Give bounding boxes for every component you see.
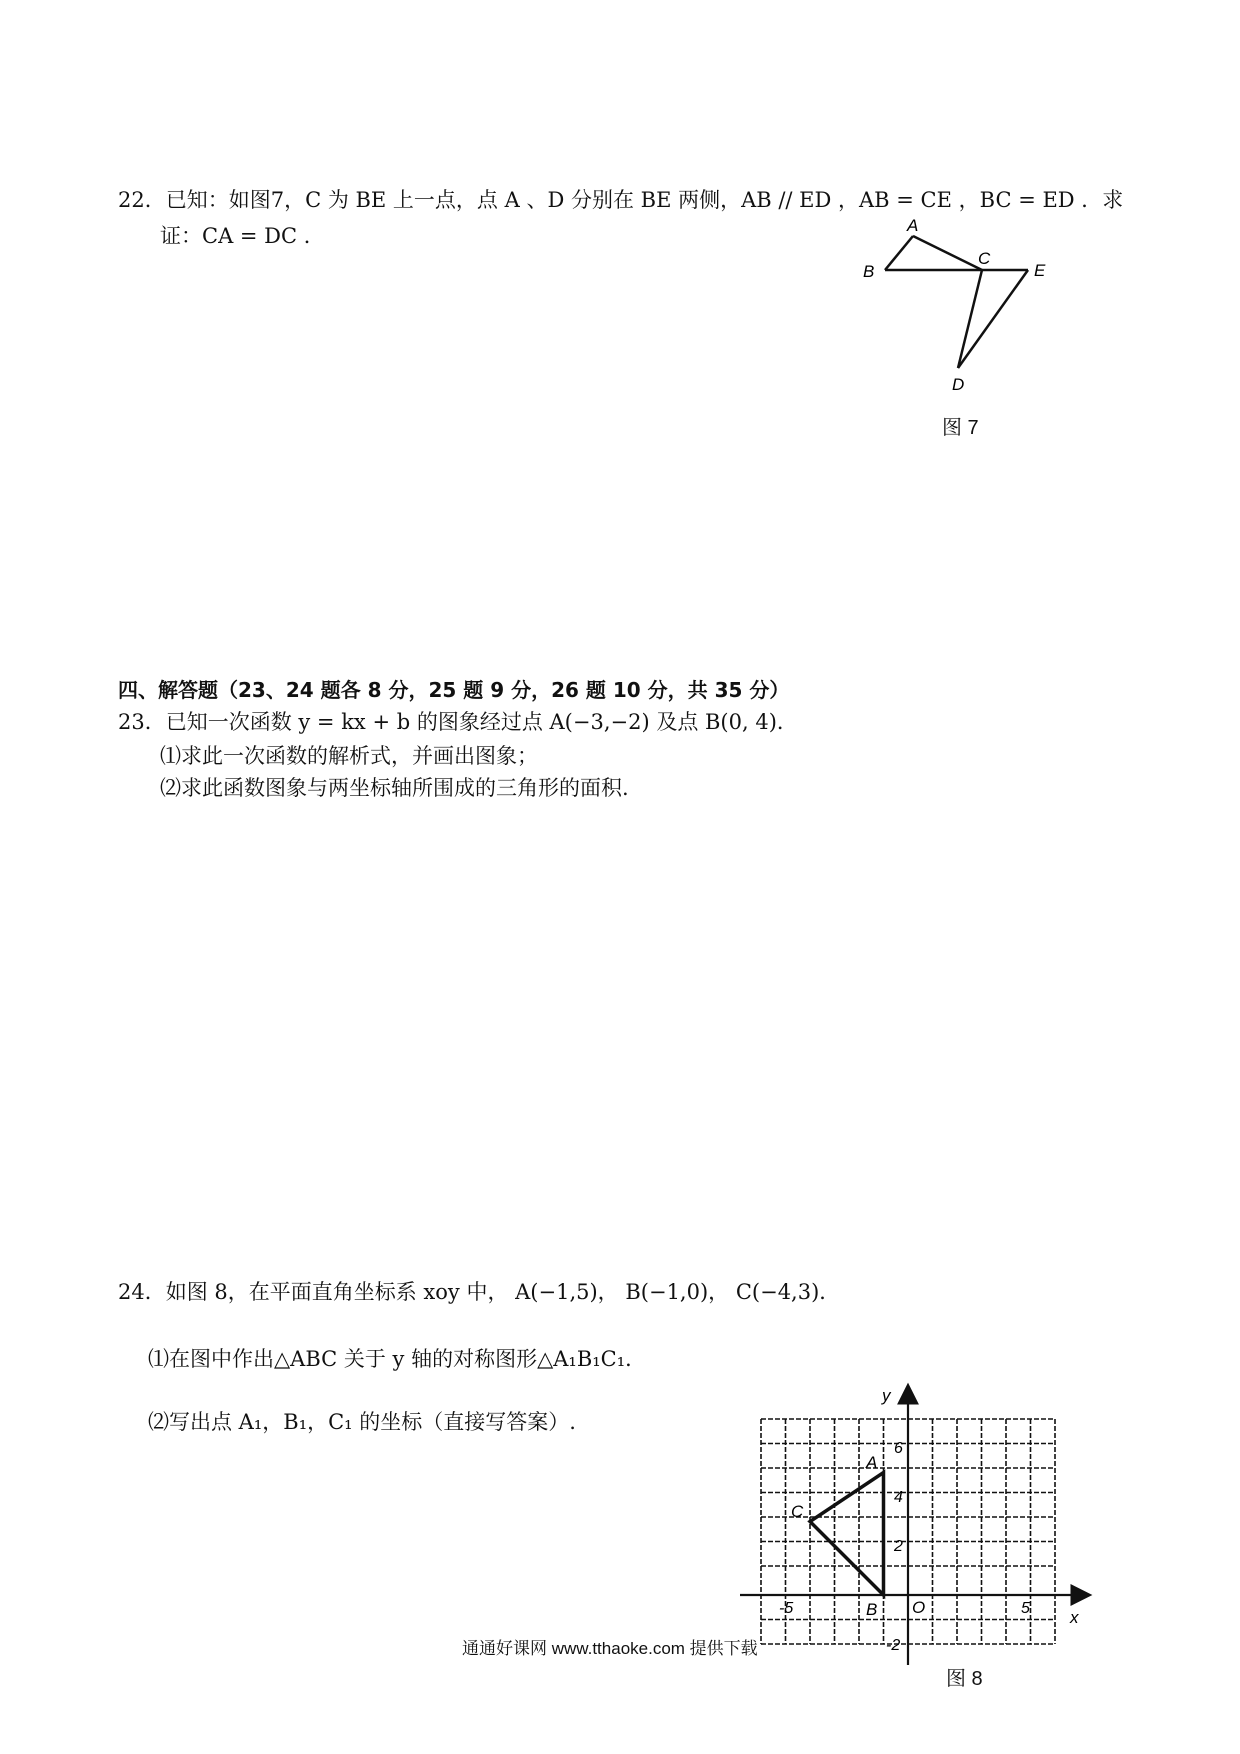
q22-line1: 22．已知：如图7，C 为 BE 上一点，点 A 、D 分别在 BE 两侧，AB // ED ，AB = CE ，BC = ED ．求 — [118, 188, 1124, 212]
tick-x-pos5: 5 — [1021, 1600, 1030, 1617]
point-label-a: A — [866, 1453, 878, 1472]
point-label-b: B — [866, 1600, 878, 1619]
triangle-abc — [810, 1473, 884, 1596]
label-c: C — [978, 249, 991, 268]
label-b: B — [863, 262, 875, 281]
tick-y-2: 2 — [894, 1538, 903, 1555]
segment-ac — [913, 236, 982, 270]
footer-text: 通通好课网 www.tthaoke.com 提供下载 — [462, 1639, 758, 1658]
label-e: E — [1034, 261, 1046, 280]
axis-x-label: x — [1070, 1608, 1079, 1627]
point-label-c: C — [791, 1502, 804, 1521]
figure-8-caption: 图 8 — [946, 1668, 983, 1690]
section4-heading: 四、解答题（23、24 题各 8 分，25 题 9 分，26 题 10 分，共 35 分） — [118, 678, 790, 702]
figure-7 — [820, 210, 1060, 410]
label-a: A — [907, 216, 919, 235]
figure-7-caption: 图 7 — [942, 417, 979, 439]
q23-line1: 23．已知一次函数 y = kx + b 的图象经过点 A(−3,−2) 及点 B(0, 4)． — [118, 710, 798, 734]
tick-y-neg2: -2 — [886, 1637, 901, 1654]
label-d: D — [952, 375, 965, 394]
q24-line1: 24．如图 8，在平面直角坐标系 xoy 中， A(−1,5)， B(−1,0)， C(−4,3)． — [118, 1280, 841, 1304]
origin-label: O — [912, 1598, 926, 1617]
segment-ab — [885, 236, 913, 270]
tick-x-neg5: -5 — [779, 1600, 794, 1617]
tick-y-6: 6 — [894, 1440, 903, 1457]
q22-line2: 证：CA = DC ． — [160, 224, 325, 248]
q24-part2: ⑵写出点 A₁，B₁，C₁ 的坐标（直接写答案）. — [148, 1410, 576, 1434]
q23-part1: ⑴求此一次函数的解析式，并画出图象； — [160, 744, 538, 768]
figure-8 — [730, 1375, 1100, 1665]
q23-part2: ⑵求此函数图象与两坐标轴所围成的三角形的面积. — [160, 776, 629, 800]
tick-y-4: 4 — [894, 1489, 903, 1506]
segment-ed — [958, 270, 1028, 368]
q24-part1: ⑴在图中作出△ABC 关于 y 轴的对称图形△A₁B₁C₁． — [148, 1347, 647, 1371]
axis-y-label: y — [882, 1386, 891, 1405]
